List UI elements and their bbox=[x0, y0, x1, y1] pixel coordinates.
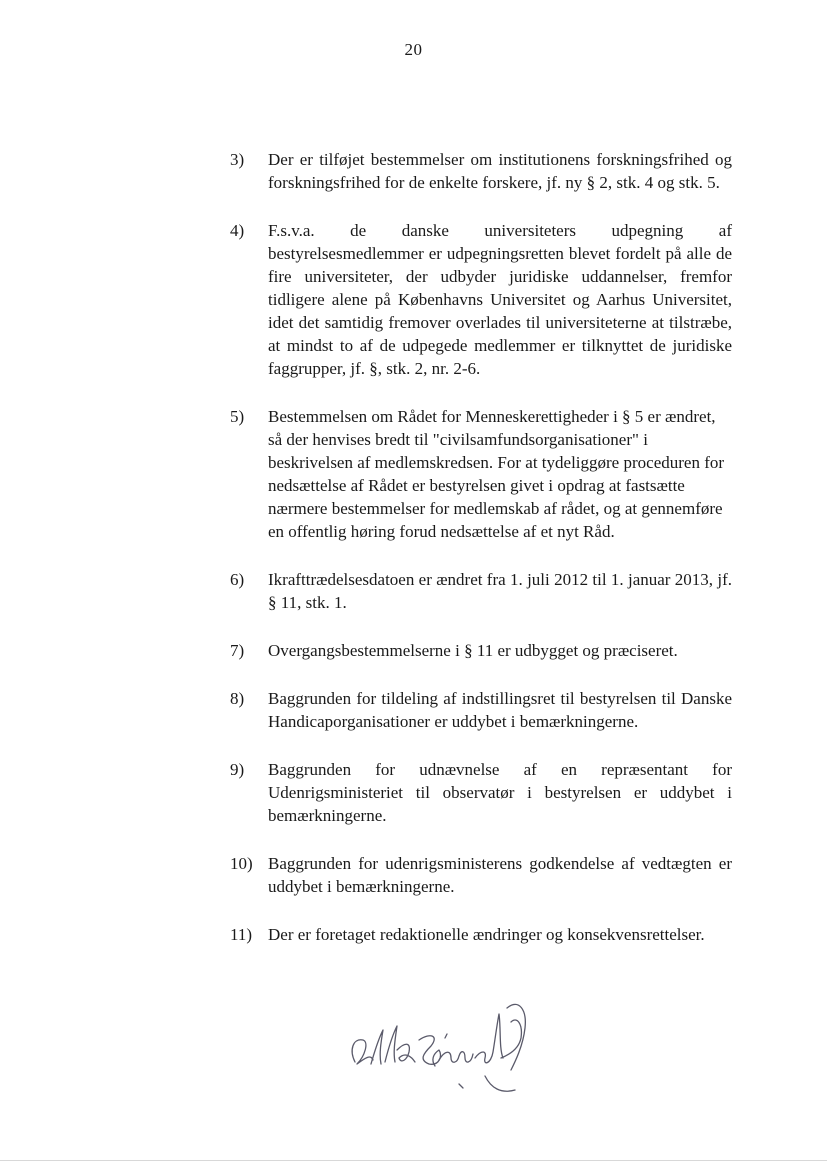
list-item bbox=[230, 568, 732, 614]
list-item-text: Der er foretaget redaktionelle ændringer og konsekvensrettelser. bbox=[268, 925, 705, 944]
list-item bbox=[230, 639, 732, 662]
signature-stroke bbox=[445, 1034, 447, 1038]
signature-stroke bbox=[385, 1026, 397, 1062]
signature-stroke bbox=[485, 1076, 515, 1091]
list-item-number: 11) bbox=[230, 925, 253, 944]
list-item-text: Ikrafttrædelsesdatoen er ændret fra 1. juli 2012 til 1. januar 2013, jf. § 11, stk. 1. bbox=[268, 570, 732, 612]
list-item-number: 6) bbox=[230, 570, 245, 589]
list-item bbox=[230, 219, 732, 380]
list-item-text: Overgangsbestemmelserne i § 11 er udbygget og præciseret. bbox=[268, 641, 678, 660]
list-item-text: Baggrunden for tildeling af indstillingsret til bestyrelsen til Danske Handicaporganisationer er uddybet i bemærkningerne. bbox=[268, 689, 732, 731]
list-item-text: Der er tilføjet bestemmelser om institutionens forskningsfrihed og forskningsfrihed for de enkelte forskere, jf. ny § 2, stk. 4 og stk. 5. bbox=[268, 150, 732, 192]
list-item-number: 4) bbox=[230, 221, 245, 240]
signature-stroke bbox=[397, 1044, 415, 1062]
list-item-number: 3) bbox=[230, 150, 245, 169]
list-item-text: Bestemmelsen om Rådet for Menneskerettigheder i § 5 er ændret, så der henvises bredt til "civilsamfundsorganisationer" i beskrivelsen af medlemskredsen. For at tydeliggøre proceduren for nedsættelse af Rådet er bestyrelsen givet i opdrag at fastsætte nærmere bestemmelser for medlemskab af rådet, og at gennemføre en offentlig høring forud nedsættelse af et nyt Råd. bbox=[268, 407, 725, 541]
list-item-text: Baggrunden for udenrigsministerens godkendelse af vedtægten er uddybet i bemærkningerne. bbox=[268, 854, 732, 896]
list-item bbox=[230, 148, 732, 194]
signature-stroke bbox=[371, 1030, 383, 1064]
list-item-number: 7) bbox=[230, 641, 245, 660]
signature-stroke bbox=[475, 1014, 503, 1063]
list-item bbox=[230, 758, 732, 827]
list-item-number: 8) bbox=[230, 689, 245, 708]
numbered-list bbox=[230, 148, 732, 971]
list-item-number: 9) bbox=[230, 760, 245, 779]
list-item bbox=[230, 852, 732, 898]
signature-stroke bbox=[439, 1052, 473, 1063]
list-item-text: F.s.v.a. de danske universiteters udpegning af bestyrelsesmedlemmer er udpegningsretten blevet fordelt på alle de fire universiteter, der udbyder juridiske uddannelser, fremfor tidligere alene på Københavns Universitet og Aarhus Universitet, idet det samtidig fremover overlades til universiteterne at tilstræbe, at mindst to af de udpegede medlemmer er tilknyttet de juridiske faggrupper, jf. §, stk. 2, nr. 2-6. bbox=[268, 221, 732, 378]
signature-stroke bbox=[459, 1084, 463, 1088]
list-item bbox=[230, 687, 732, 733]
list-item bbox=[230, 923, 732, 946]
page-number: 20 bbox=[404, 40, 423, 59]
signature-stroke bbox=[352, 1040, 373, 1064]
bottom-rule bbox=[0, 1160, 827, 1161]
handwritten-signature bbox=[335, 980, 545, 1100]
list-item-number: 5) bbox=[230, 407, 245, 426]
list-item-text: Baggrunden for udnævnelse af en repræsentant for Udenrigsministeriet til observatør i bestyrelsen er uddybet i bemærkningerne. bbox=[268, 760, 732, 825]
list-item-number: 10) bbox=[230, 854, 253, 873]
signature-stroke bbox=[507, 1004, 525, 1070]
list-item bbox=[230, 405, 732, 543]
signature-stroke bbox=[419, 1036, 441, 1066]
